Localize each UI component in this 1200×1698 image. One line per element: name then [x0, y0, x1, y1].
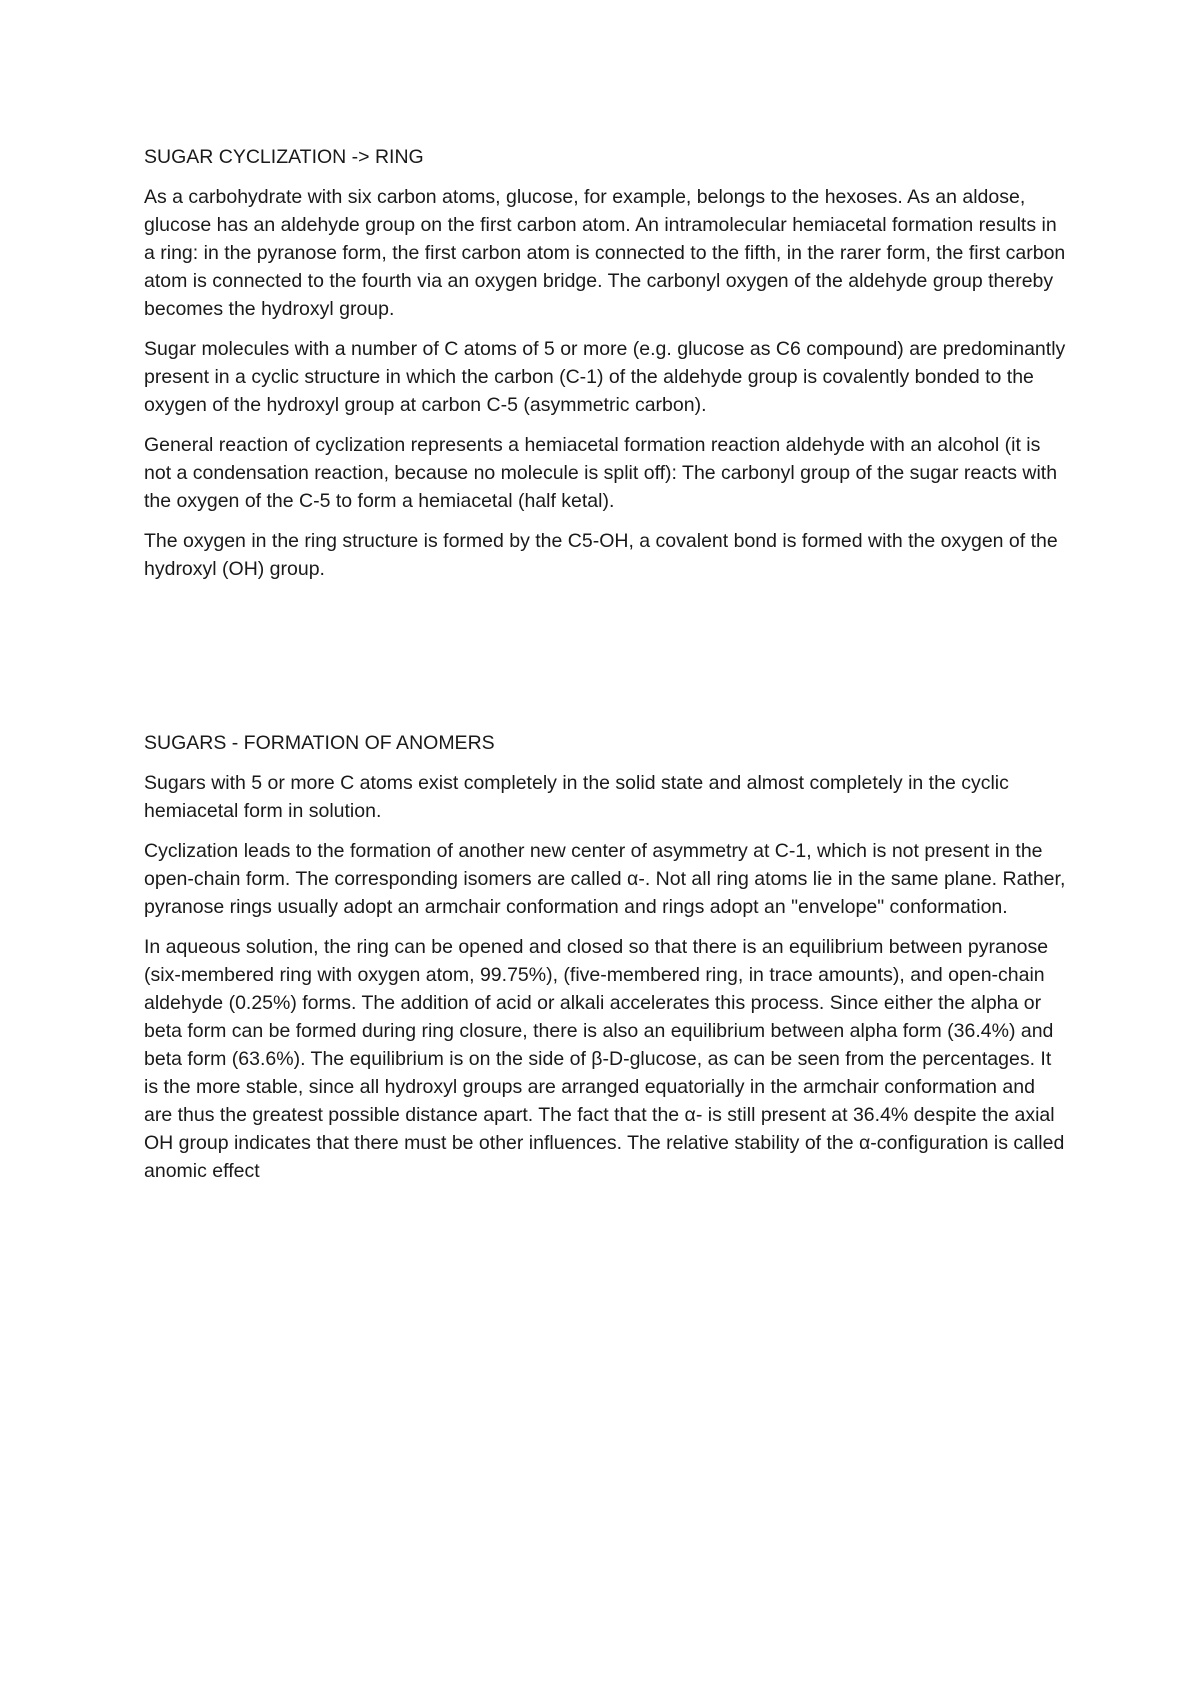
section-sugar-cyclization [144, 143, 1068, 595]
paragraph: Sugar molecules with a number of C atoms of 5 or more (e.g. glucose as C6 compound) are predominantly present in a cyclic structure in which the carbon (C-1) of the aldehyde group is covalently bonded to the oxygen of the hydroxyl group at carbon C-5 (asymmetric carbon). [144, 338, 1066, 416]
section-formation-of-anomers [144, 729, 1068, 1197]
paragraph: Cyclization leads to the formation of another new center of asymmetry at C-1, which is not present in the open-chain form. The corresponding isomers are called α-. Not all ring atoms lie in the same plane. Rather, pyranose rings usually adopt an armchair conformation and rings adopt an "envelope" conformation. [144, 840, 1066, 918]
paragraph: Sugars with 5 or more C atoms exist completely in the solid state and almost completely in the cyclic hemiacetal form in solution. [144, 772, 1009, 822]
paragraph: The oxygen in the ring structure is formed by the C5-OH, a covalent bond is formed with the oxygen of the hydroxyl (OH) group. [144, 530, 1058, 580]
section-heading: SUGARS - FORMATION OF ANOMERS [144, 732, 495, 754]
section-heading: SUGAR CYCLIZATION -> RING [144, 146, 424, 168]
paragraph: As a carbohydrate with six carbon atoms, glucose, for example, belongs to the hexoses. As an aldose, glucose has an aldehyde group on the first carbon atom. An intramolecular hemiacetal formation results in a ring: in the pyranose form, the first carbon atom is connected to the fifth, in the rarer form, the first carbon atom is connected to the fourth via an oxygen bridge. The carbonyl oxygen of the aldehyde group thereby becomes the hydroxyl group. [144, 186, 1066, 320]
document-page [144, 0, 1068, 1698]
paragraph: In aqueous solution, the ring can be opened and closed so that there is an equilibrium between pyranose (six-membered ring with oxygen atom, 99.75%), (five-membered ring, in trace amounts), and open-chain aldehyde (0.25%) forms. The addition of acid or alkali accelerates this process. Since either the alpha or beta form can be formed during ring closure, there is also an equilibrium between alpha form (36.4%) and beta form (63.6%). The equilibrium is on the side of β-D-glucose, as can be seen from the percentages. It is the more stable, since all hydroxyl groups are arranged equatorially in the armchair conformation and are thus the greatest possible distance apart. The fact that the α- is still present at 36.4% despite the axial OH group indicates that there must be other influences. The relative stability of the α-configuration is called anomic effect [144, 936, 1065, 1182]
paragraph: General reaction of cyclization represents a hemiacetal formation reaction aldehyde with an alcohol (it is not a condensation reaction, because no molecule is split off): The carbonyl group of the sugar reacts with the oxygen of the C-5 to form a hemiacetal (half ketal). [144, 434, 1058, 512]
